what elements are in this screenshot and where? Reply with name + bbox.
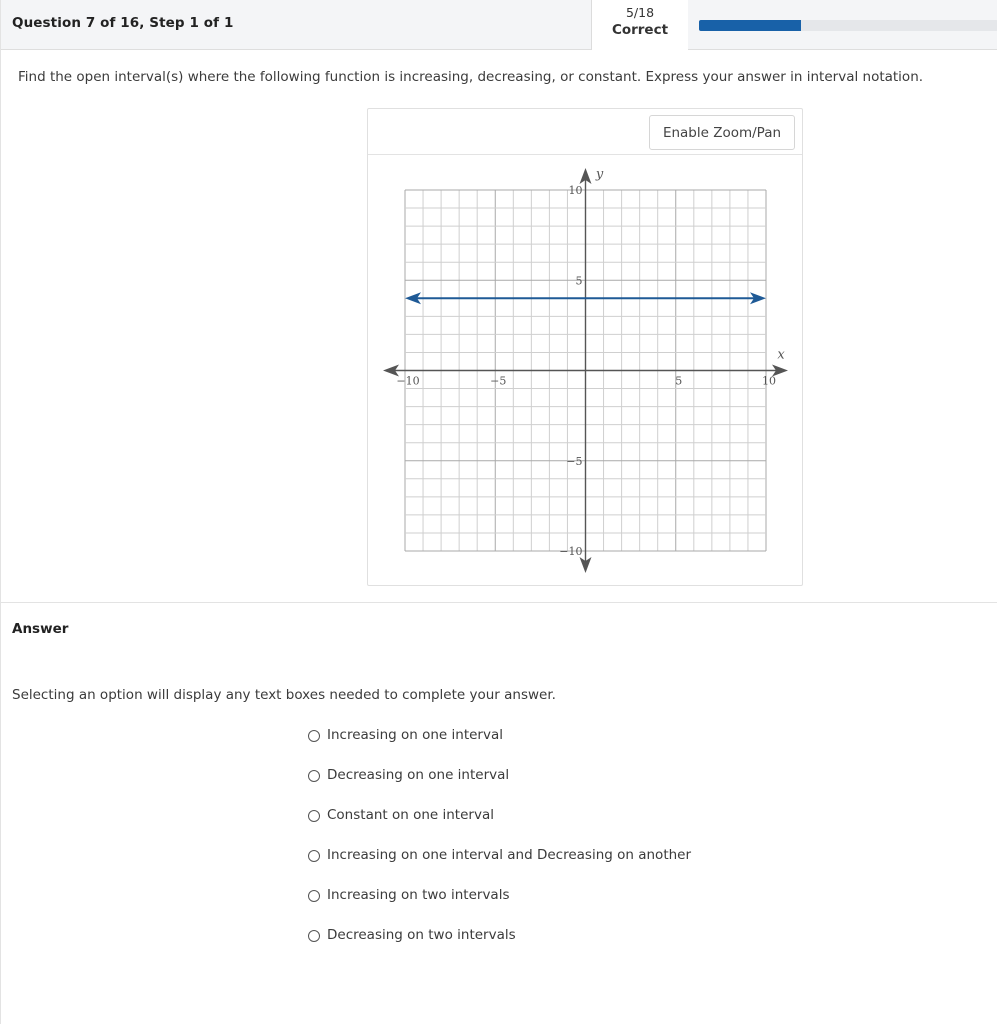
x-tick-label: 5 — [675, 374, 683, 388]
y-tick-label: −5 — [566, 454, 583, 468]
progress-bar-fill — [699, 20, 801, 31]
y-axis-label: y — [595, 167, 604, 182]
answer-hint: Selecting an option will display any text boxes needed to complete your answer. — [12, 687, 556, 703]
option-label: Decreasing on one interval — [327, 767, 510, 783]
graph-panel — [367, 108, 803, 586]
question-header — [1, 0, 997, 50]
score-status: Correct — [611, 22, 669, 38]
option-label: Constant on one interval — [327, 807, 494, 823]
option-label: Increasing on one interval and Decreasing on another — [327, 847, 692, 863]
graph-toolbar — [368, 109, 802, 155]
y-tick-label: 10 — [568, 184, 583, 197]
radio-button[interactable] — [308, 850, 320, 862]
y-tick-label: 5 — [575, 274, 583, 288]
radio-button[interactable] — [308, 810, 320, 822]
score-box — [592, 0, 688, 50]
radio-button[interactable] — [308, 890, 320, 902]
x-tick-label: −5 — [490, 374, 507, 388]
x-tick-label: −10 — [396, 374, 420, 388]
x-tick-label: 10 — [762, 374, 776, 388]
option-label: Increasing on one interval — [327, 727, 503, 743]
section-divider — [1, 602, 997, 603]
function-graph — [368, 156, 802, 585]
progress-bar — [699, 20, 997, 31]
option-label: Decreasing on two intervals — [327, 927, 516, 943]
score-fraction: 5/18 — [625, 5, 655, 20]
question-title: Question 7 of 16, Step 1 of 1 — [12, 15, 234, 31]
graph-axes — [383, 168, 788, 573]
x-axis-label: x — [777, 347, 785, 363]
enable-zoom-pan-button[interactable]: Enable Zoom/Pan — [649, 115, 795, 150]
y-tick-label: −10 — [559, 545, 583, 558]
answer-heading: Answer — [12, 621, 69, 637]
question-prompt: Find the open interval(s) where the following function is increasing, decreasing, or constant. Express your answer in interval notation. — [18, 69, 924, 85]
radio-button[interactable] — [308, 930, 320, 942]
radio-button[interactable] — [308, 770, 320, 782]
option-label: Increasing on two intervals — [327, 887, 510, 903]
radio-button[interactable] — [308, 730, 320, 742]
